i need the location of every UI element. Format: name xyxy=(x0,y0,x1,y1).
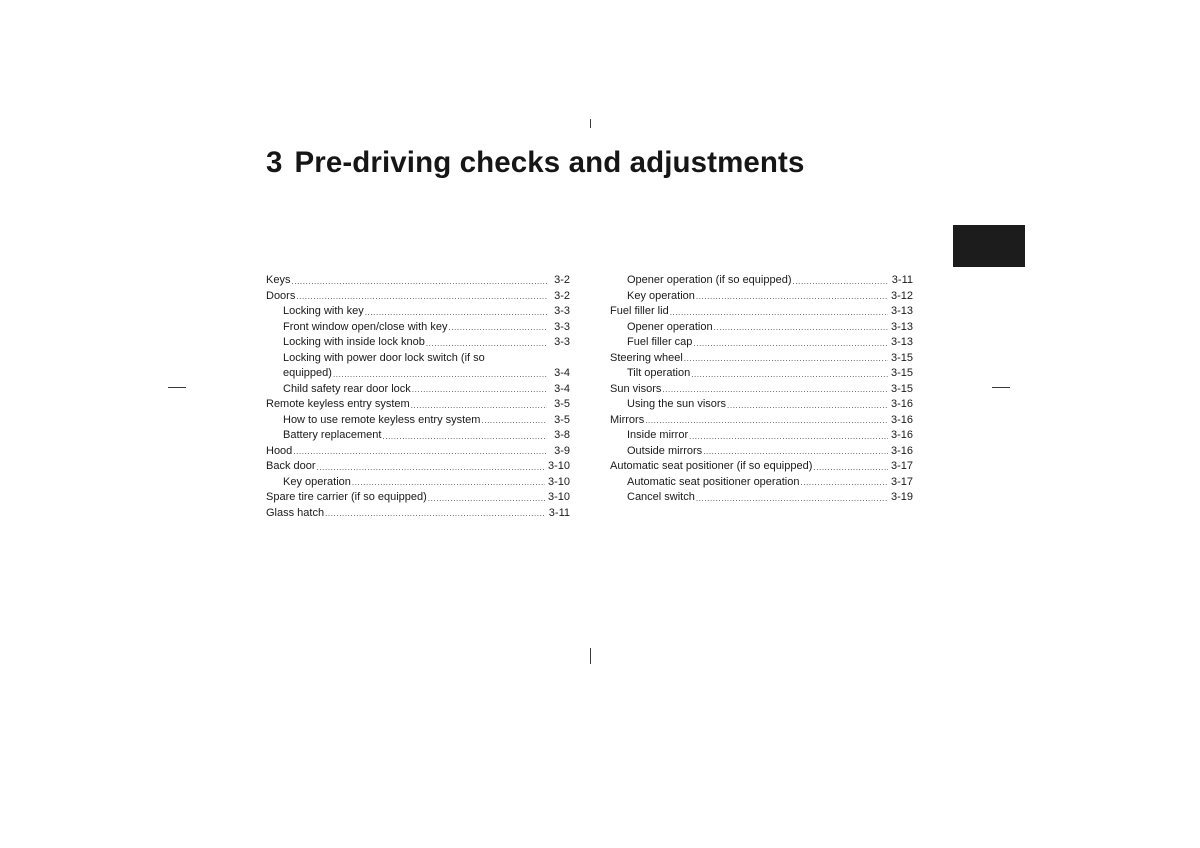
toc-entry-page: 3-15 xyxy=(890,382,913,395)
toc-entry-label: How to use remote keyless entry system xyxy=(283,413,481,426)
toc-dot-leader xyxy=(691,366,888,382)
toc-entry-page: 3-13 xyxy=(890,305,913,317)
toc-entry-page: 3-10 xyxy=(547,491,570,503)
toc-entry-page: 3-17 xyxy=(890,475,913,488)
toc-entry[interactable] xyxy=(266,428,570,444)
toc-entry-page: 3-3 xyxy=(554,320,570,333)
toc-entry-page: 3-4 xyxy=(554,382,570,395)
toc-entry-page: 3-13 xyxy=(890,320,913,333)
toc-dot-leader xyxy=(696,490,888,506)
toc-entry-page: 3-16 xyxy=(890,413,913,426)
toc-entry[interactable] xyxy=(610,382,913,398)
toc-dot-leader xyxy=(696,289,888,305)
toc-entry[interactable] xyxy=(266,366,570,382)
chapter-tab-marker xyxy=(953,225,1025,267)
toc-entry[interactable] xyxy=(610,289,913,305)
toc-dot-leader xyxy=(448,320,547,336)
toc-dot-leader xyxy=(689,428,888,444)
crop-mark-right xyxy=(992,387,1010,388)
toc-dot-leader xyxy=(411,397,547,413)
toc-entry[interactable] xyxy=(610,273,913,289)
toc-entry-page: 3-5 xyxy=(554,398,570,410)
toc-entry[interactable] xyxy=(266,475,570,491)
toc-entry-page: 3-5 xyxy=(554,413,570,426)
toc-entry-page: 3-11 xyxy=(548,506,570,519)
toc-entry-label: Outside mirrors xyxy=(627,444,703,457)
toc-entry-page: 3-11 xyxy=(891,274,913,286)
toc-entry[interactable] xyxy=(266,459,570,475)
toc-column-left xyxy=(266,273,570,521)
toc-entry[interactable] xyxy=(610,490,913,506)
toc-entry-label: Glass hatch xyxy=(266,506,325,519)
toc-entry[interactable] xyxy=(610,444,913,460)
toc-entry-label: Mirrors xyxy=(610,413,645,426)
toc-entry-label: Steering wheel xyxy=(610,351,683,364)
toc-entry-label: Automatic seat positioner (if so equipped) xyxy=(610,460,813,472)
toc-dot-leader xyxy=(684,351,888,367)
crop-mark-left xyxy=(168,387,186,388)
toc-entry-label: Automatic seat positioner operation xyxy=(627,475,800,488)
toc-entry[interactable] xyxy=(610,320,913,336)
toc-entry-page: 3-10 xyxy=(547,475,570,488)
toc-entry-label: Inside mirror xyxy=(627,429,689,441)
toc-entry-label: Spare tire carrier (if so equipped) xyxy=(266,491,427,503)
toc-entry[interactable] xyxy=(266,444,570,460)
toc-dot-leader xyxy=(714,320,888,336)
toc-entry-label: Sun visors xyxy=(610,382,662,395)
toc-dot-leader xyxy=(333,366,547,382)
toc-entry-page: 3-16 xyxy=(890,444,913,457)
toc-column-right xyxy=(610,273,913,506)
toc-entry-page: 3-2 xyxy=(554,274,570,286)
toc-entry-label: Locking with power door lock switch (if so xyxy=(283,351,485,364)
toc-entry-page: 3-2 xyxy=(554,289,570,302)
toc-entry[interactable] xyxy=(266,335,570,351)
toc-entry-label: Fuel filler cap xyxy=(627,336,693,348)
toc-entry[interactable] xyxy=(266,289,570,305)
toc-entry[interactable] xyxy=(610,351,913,367)
chapter-number: 3 xyxy=(266,146,283,179)
toc-entry-page: 3-3 xyxy=(554,336,570,348)
toc-entry-label: Cancel switch xyxy=(627,491,695,503)
toc-entry-label: Doors xyxy=(266,289,296,302)
toc-entry-page: 3-9 xyxy=(554,444,570,457)
toc-entry[interactable] xyxy=(610,366,913,382)
toc-entry-page: 3-16 xyxy=(890,429,913,441)
toc-entry-label: equipped) xyxy=(283,367,332,379)
toc-entry-label: Key operation xyxy=(283,475,351,488)
toc-entry[interactable] xyxy=(610,413,913,429)
toc-entry[interactable] xyxy=(266,397,570,413)
toc-entry[interactable] xyxy=(610,475,913,491)
toc-entry-page: 3-19 xyxy=(890,491,913,503)
toc-entry-label: Remote keyless entry system xyxy=(266,398,410,410)
toc-dot-leader xyxy=(296,289,547,305)
toc-dot-leader xyxy=(800,475,888,491)
toc-dot-leader xyxy=(293,444,547,460)
toc-entry-page: 3-8 xyxy=(554,429,570,441)
toc-entry-label: Keys xyxy=(266,274,291,286)
crop-mark-bottom xyxy=(590,648,591,664)
toc-entry-page: 3-10 xyxy=(547,460,570,472)
toc-entry-page: 3-3 xyxy=(554,305,570,317)
toc-entry[interactable] xyxy=(610,304,913,320)
toc-entry-label: Child safety rear door lock xyxy=(283,382,411,395)
toc-dot-leader xyxy=(428,490,545,506)
toc-entry[interactable] xyxy=(266,320,570,336)
toc-entry-page: 3-12 xyxy=(890,289,913,302)
page-title xyxy=(266,146,805,180)
toc-entry-label: Battery replacement xyxy=(283,429,382,441)
toc-entry-label: Hood xyxy=(266,444,293,457)
toc-entry[interactable] xyxy=(266,351,570,367)
toc-dot-leader xyxy=(645,413,888,429)
toc-entry-label: Opener operation (if so equipped) xyxy=(627,274,792,286)
chapter-title: Pre-driving checks and adjustments xyxy=(294,146,805,179)
toc-dot-leader xyxy=(426,335,547,351)
toc-entry[interactable] xyxy=(266,273,570,289)
toc-dot-leader xyxy=(703,444,888,460)
toc-entry-label: Tilt operation xyxy=(627,367,691,379)
toc-entry[interactable] xyxy=(266,506,570,522)
toc-entry-label: Locking with key xyxy=(283,305,364,317)
toc-dot-leader xyxy=(352,475,545,491)
toc-dot-leader xyxy=(325,506,546,522)
toc-entry-page: 3-15 xyxy=(890,367,913,379)
toc-dot-leader xyxy=(793,273,889,289)
toc-entry-label: Key operation xyxy=(627,289,695,302)
toc-dot-leader xyxy=(481,413,547,429)
toc-entry[interactable] xyxy=(610,335,913,351)
toc-dot-leader xyxy=(813,459,888,475)
toc-entry[interactable] xyxy=(266,490,570,506)
toc-entry-page: 3-4 xyxy=(554,367,570,379)
crop-mark-top xyxy=(590,119,591,128)
toc-entry[interactable] xyxy=(266,413,570,429)
toc-entry-page: 3-13 xyxy=(890,336,913,348)
toc-dot-leader xyxy=(291,273,547,289)
toc-entry[interactable] xyxy=(266,304,570,320)
toc-dot-leader xyxy=(365,304,547,320)
toc-entry-page: 3-15 xyxy=(890,351,913,364)
toc-entry[interactable] xyxy=(610,428,913,444)
toc-entry[interactable] xyxy=(610,459,913,475)
toc-dot-leader xyxy=(662,382,888,398)
toc-entry-label: Fuel filler lid xyxy=(610,305,669,317)
toc-entry-label: Opener operation xyxy=(627,320,713,333)
toc-dot-leader xyxy=(693,335,888,351)
toc-dot-leader xyxy=(317,459,545,475)
toc-entry[interactable] xyxy=(266,382,570,398)
toc-entry-label: Back door xyxy=(266,460,316,472)
toc-dot-leader xyxy=(382,428,547,444)
toc-dot-leader xyxy=(412,382,547,398)
toc-dot-leader xyxy=(727,397,888,413)
toc-dot-leader xyxy=(670,304,888,320)
toc-entry-label: Using the sun visors xyxy=(627,398,727,410)
toc-entry-page: 3-17 xyxy=(890,460,913,472)
toc-entry-label: Locking with inside lock knob xyxy=(283,336,425,348)
toc-entry-label: Front window open/close with key xyxy=(283,320,448,333)
toc-entry-page: 3-16 xyxy=(890,398,913,410)
toc-entry[interactable] xyxy=(610,397,913,413)
